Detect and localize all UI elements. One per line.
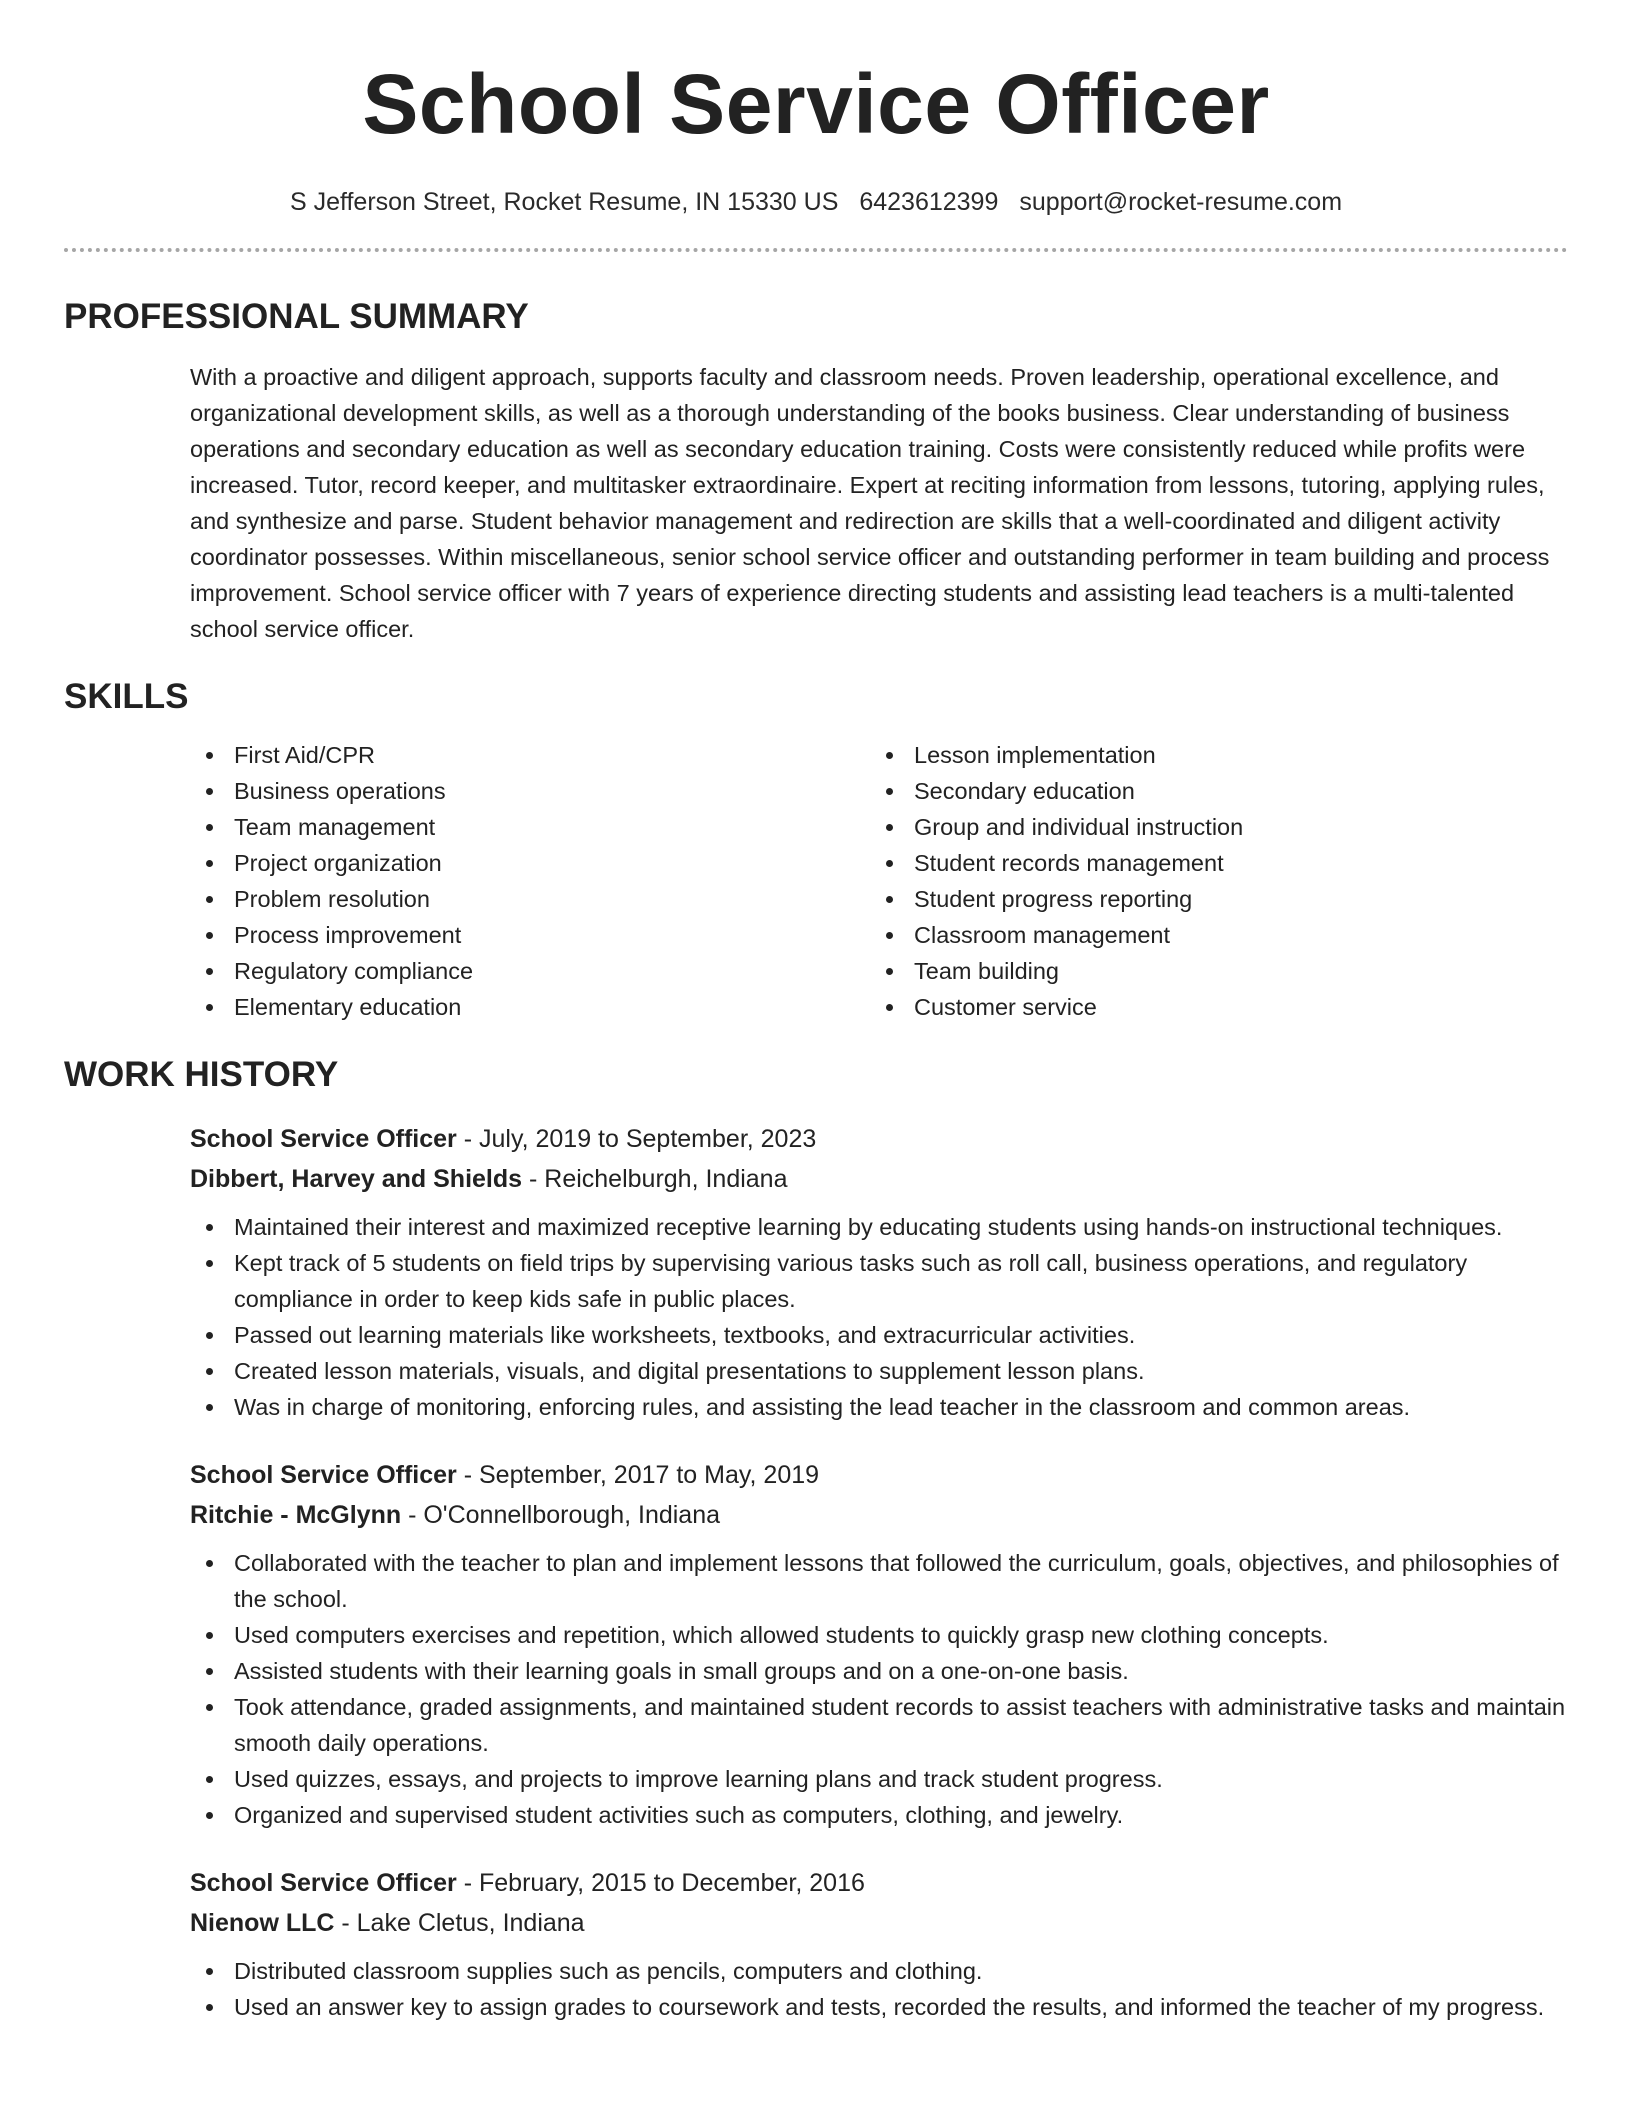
job-bullet: Distributed classroom supplies such as pencils, computers and clothing. xyxy=(190,1953,1568,1989)
skill-item: Student records management xyxy=(870,845,1550,881)
job-location: Lake Cletus, Indiana xyxy=(356,1909,585,1937)
job-title-line: School Service Officer - February, 2015 to December, 2016 xyxy=(190,1869,865,1897)
job-company-line: Dibbert, Harvey and Shields - Reichelburgh, Indiana xyxy=(190,1165,788,1193)
job-bullet: Collaborated with the teacher to plan and implement lessons that followed the curriculum, goals, objectives, and philosophies of the school. xyxy=(190,1545,1568,1617)
job-bullet: Assisted students with their learning goals in small groups and on a one-on-one basis. xyxy=(190,1653,1568,1689)
job-dates: February, 2015 to December, 2016 xyxy=(479,1869,865,1897)
skill-item: Elementary education xyxy=(190,989,870,1025)
job-title: School Service Officer xyxy=(190,1461,457,1489)
skills-grid xyxy=(190,737,1568,1025)
job-title: School Service Officer xyxy=(190,1869,457,1897)
skill-item: Group and individual instruction xyxy=(870,809,1550,845)
resume-header xyxy=(64,0,1568,252)
header-divider xyxy=(64,248,1568,252)
job-bullet: Organized and supervised student activities such as computers, clothing, and jewelry. xyxy=(190,1797,1568,1833)
job-bullet: Created lesson materials, visuals, and digital presentations to supplement lesson plans. xyxy=(190,1353,1568,1389)
job-dates: September, 2017 to May, 2019 xyxy=(479,1461,820,1489)
job-title-line: School Service Officer - July, 2019 to September, 2023 xyxy=(190,1125,817,1153)
skill-item: Classroom management xyxy=(870,917,1550,953)
section-title-skills: SKILLS xyxy=(64,677,189,716)
skill-item: Regulatory compliance xyxy=(190,953,870,989)
job-bullet: Used computers exercises and repetition, which allowed students to quickly grasp new clothing concepts. xyxy=(190,1617,1568,1653)
skill-item: Problem resolution xyxy=(190,881,870,917)
skill-item: Business operations xyxy=(190,773,870,809)
job-company-line: Nienow LLC - Lake Cletus, Indiana xyxy=(190,1909,585,1937)
job-dates: July, 2019 to September, 2023 xyxy=(479,1125,817,1153)
job-company: Dibbert, Harvey and Shields xyxy=(190,1165,523,1193)
contact-phone: 6423612399 xyxy=(859,188,999,216)
job-entry xyxy=(190,1455,1568,1833)
job-title-line: School Service Officer - September, 2017 to May, 2019 xyxy=(190,1461,820,1489)
section-title-work-history: WORK HISTORY xyxy=(64,1055,339,1094)
job-company-line: Ritchie - McGlynn - O'Connellborough, Indiana xyxy=(190,1501,721,1529)
contact-line xyxy=(64,187,1568,217)
skill-item: Customer service xyxy=(870,989,1550,1025)
skill-item: Team building xyxy=(870,953,1550,989)
job-location: Reichelburgh, Indiana xyxy=(544,1165,788,1193)
section-title-summary: PROFESSIONAL SUMMARY xyxy=(64,297,529,336)
job-bullets xyxy=(190,1545,1568,1833)
job-bullet: Passed out learning materials like worksheets, textbooks, and extracurricular activities. xyxy=(190,1317,1568,1353)
work-history-section xyxy=(64,1055,1568,2025)
skill-item: First Aid/CPR xyxy=(190,737,870,773)
summary-text: With a proactive and diligent approach, supports faculty and classroom needs. Proven leadership, operational excellence, and organizational development skills, as well as a thorough understanding of the books business. Clear understanding of business operations and secondary education as well as secondary education training. Costs were consistently reduced while profits were increased. Tutor, record keeper, and multitasker extraordinaire. Expert at reciting information from lessons, tutoring, applying rules, and synthesize and parse. Student behavior management and redirection are skills that a well-coordinated and diligent activity coordinator possesses. Within miscellaneous, senior school service officer and outstanding performer in team building and process improvement. School service officer with 7 years of experience directing students and assisting lead teachers is a multi-talented school service officer. xyxy=(190,364,1550,642)
job-location: O'Connellborough, Indiana xyxy=(423,1501,721,1529)
contact-address: S Jefferson Street, Rocket Resume, IN 15330 US xyxy=(289,188,839,216)
skills-column-left xyxy=(190,737,870,1025)
skill-item: Student progress reporting xyxy=(870,881,1550,917)
skill-item: Process improvement xyxy=(190,917,870,953)
job-bullet: Kept track of 5 students on field trips by supervising various tasks such as roll call, business operations, and regulatory compliance in order to keep kids safe in public places. xyxy=(190,1245,1568,1317)
job-bullet: Used an answer key to assign grades to coursework and tests, recorded the results, and informed the teacher of my progress. xyxy=(190,1989,1568,2025)
candidate-name: School Service Officer xyxy=(362,57,1270,151)
job-bullet: Was in charge of monitoring, enforcing rules, and assisting the lead teacher in the classroom and common areas. xyxy=(190,1389,1568,1425)
job-bullets xyxy=(190,1209,1568,1425)
job-bullet: Used quizzes, essays, and projects to improve learning plans and track student progress. xyxy=(190,1761,1568,1797)
job-company: Nienow LLC xyxy=(190,1909,335,1937)
job-bullet: Maintained their interest and maximized receptive learning by educating students using hands-on instructional techniques. xyxy=(190,1209,1568,1245)
skill-item: Project organization xyxy=(190,845,870,881)
skill-item: Secondary education xyxy=(870,773,1550,809)
skills-column-right xyxy=(870,737,1550,1025)
job-title: School Service Officer xyxy=(190,1125,457,1153)
job-company: Ritchie - McGlynn xyxy=(190,1501,402,1529)
contact-email: support@rocket-resume.com xyxy=(1019,188,1343,216)
skill-item: Team management xyxy=(190,809,870,845)
professional-summary-section xyxy=(64,297,1568,647)
job-bullets xyxy=(190,1953,1568,2025)
job-entry xyxy=(190,1119,1568,1425)
skill-item: Lesson implementation xyxy=(870,737,1550,773)
job-entry xyxy=(190,1863,1568,2025)
job-bullet: Took attendance, graded assignments, and maintained student records to assist teachers with administrative tasks and maintain smooth daily operations. xyxy=(190,1689,1568,1761)
skills-section xyxy=(64,677,1568,1025)
